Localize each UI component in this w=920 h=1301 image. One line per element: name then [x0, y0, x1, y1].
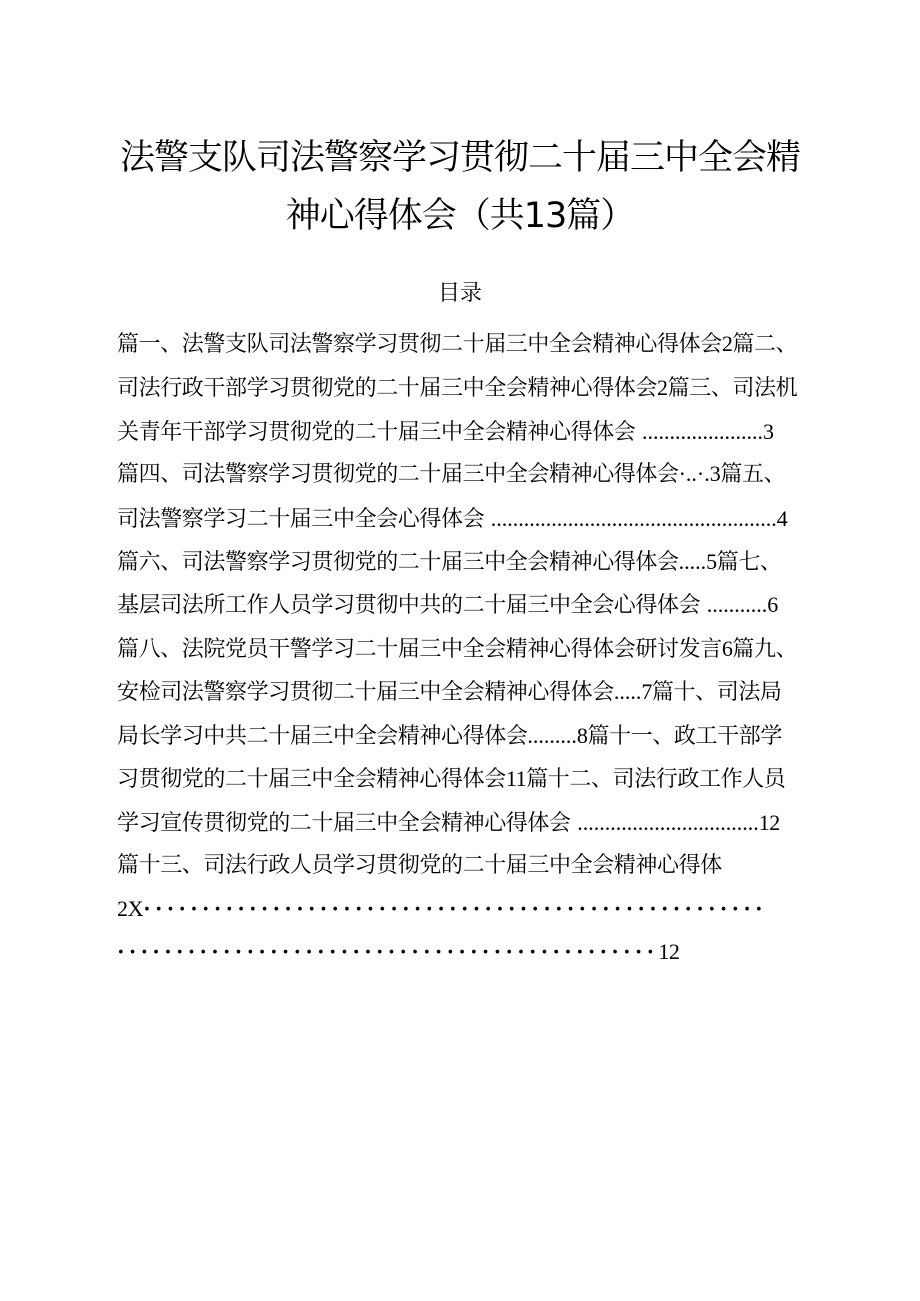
document-title-line-2: 神心得体会（共13篇）	[285, 196, 635, 236]
toc-entry-line-12[interactable]	[117, 812, 780, 835]
toc-dot-leader: ....................................................	[490, 506, 777, 531]
toc-page-number: 3	[763, 419, 774, 444]
toc-page-number: 12	[758, 810, 780, 835]
toc-entry-line-13[interactable]	[117, 855, 722, 877]
toc-page-number: 4	[776, 506, 788, 531]
document-title-line-1: 法警支队司法警察学习贯彻二十届三中全会精	[119, 138, 800, 178]
toc-page-number: 5	[706, 549, 717, 574]
toc-heading: 目录	[437, 281, 482, 306]
toc-entry-title: 篇十三、司法行政人员学习贯彻党的二十届三中全会精神心得体	[117, 853, 722, 878]
toc-entry-title: 关青年干部学习贯彻党的二十届三中全会精神心得体会	[117, 420, 636, 445]
toc-entry-line-4[interactable]	[117, 463, 785, 486]
toc-entry-line-10[interactable]	[117, 725, 782, 748]
toc-entry-title: 学习宣传贯彻党的二十届三中全会精神心得体会	[117, 811, 571, 836]
toc-entry-line-11[interactable]	[117, 768, 785, 791]
toc-dot-leader: .........	[527, 723, 577, 748]
toc-entry-title-continued: 篇十二、司法行政工作人员	[526, 767, 786, 792]
toc-entry-title: 司法警察学习二十届三中全会心得体会	[117, 507, 485, 532]
toc-entry-line-5[interactable]	[117, 508, 787, 531]
toc-entry-title: 篇六、司法警察学习贯彻党的二十届三中全会精神心得体会	[117, 550, 679, 575]
toc-entry-title-continued: 篇二、	[732, 332, 798, 357]
toc-entry-title: 习贯彻党的二十届三中全会精神心得体会	[117, 767, 506, 792]
toc-entry-title-continued: 篇五、	[720, 462, 786, 487]
toc-dot-leader: .....	[678, 549, 707, 574]
toc-dot-leader: ••••••••••••••••••••••••••••••••••••••••••••••	[117, 945, 659, 961]
toc-page-number: 6	[721, 636, 733, 661]
toc-entry-line-1[interactable]	[117, 333, 797, 356]
toc-dot-leader: ......................	[642, 419, 763, 444]
toc-entry-line-14[interactable]	[117, 898, 767, 921]
toc-page-number: 7	[641, 679, 652, 704]
toc-entry-line-7[interactable]	[117, 594, 778, 617]
toc-entry-title-continued: 篇七、	[716, 550, 782, 575]
toc-entry-title-end: 2X	[117, 896, 144, 921]
toc-entry-title: 篇一、法警支队司法警察学习贯彻二十届三中全会精神心得体会	[117, 332, 722, 357]
toc-dot-leader: ...........	[706, 592, 768, 617]
toc-entry-title: 安检司法警察学习贯彻二十届三中全会精神心得体会	[117, 680, 614, 705]
toc-entry-title: 篇四、司法警察学习贯彻党的二十届三中全会精神心得体会	[117, 462, 679, 487]
toc-page-number: 2	[721, 331, 733, 356]
toc-entry-title-continued: 篇九、	[732, 637, 798, 662]
toc-entry-line-8[interactable]	[117, 638, 797, 661]
toc-entry-title-continued: 篇十一、政工干部学	[587, 724, 782, 749]
toc-entry-title: 基层司法所工作人员学习贯彻中共的二十届三中全会心得体会	[117, 593, 701, 618]
toc-entry-title: 局长学习中共二十届三中全会精神心得体会	[117, 724, 528, 749]
toc-entry-line-15[interactable]	[117, 941, 680, 964]
toc-entry-line-2[interactable]	[117, 377, 797, 400]
toc-dot-leader: .................................	[577, 810, 759, 835]
toc-page-number: 3	[709, 461, 721, 486]
toc-entry-title: 司法行政干部学习贯彻党的二十届三中全会精神心得体会	[117, 376, 658, 401]
toc-entry-title-continued: 篇三、司法机	[667, 376, 798, 401]
toc-page-number: 6	[767, 592, 778, 617]
toc-page-number: 12	[658, 939, 680, 964]
toc-entry-line-6[interactable]	[117, 551, 782, 574]
toc-entry-line-3[interactable]	[117, 421, 774, 444]
toc-page-number: 11	[505, 766, 527, 791]
toc-page-number: 2	[657, 375, 668, 400]
toc-page-number: 8	[576, 723, 588, 748]
toc-entry-line-9[interactable]	[117, 681, 782, 704]
toc-dot-leader: .....	[613, 679, 642, 704]
toc-entry-title: 篇八、法院党员干警学习二十届三中全会精神心得体会研讨发言	[117, 637, 722, 662]
toc-dot-leader: •••••••••••••••••••••••••••••••••••••••••••••••••••••	[143, 902, 767, 918]
toc-entry-title-continued: 篇十、司法局	[651, 680, 782, 705]
toc-dot-leader: ·..·.	[678, 461, 710, 486]
